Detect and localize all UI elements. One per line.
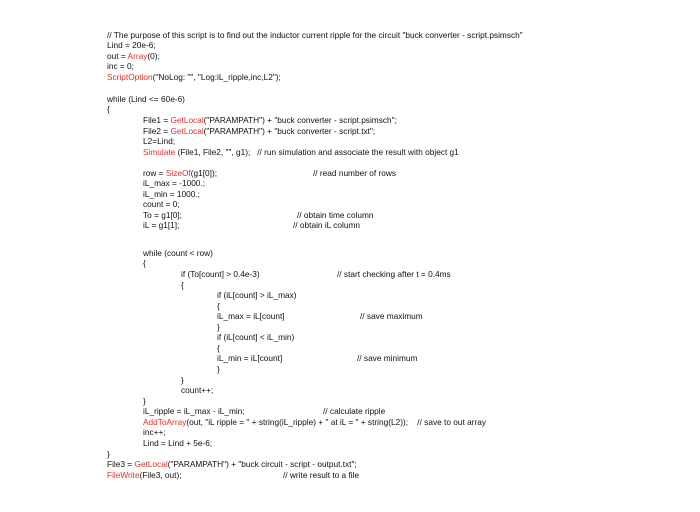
filewrite-comment: // write result to a file [283,470,360,480]
il-assign: iL = g1[1]; [143,220,180,230]
max-comment: // save maximum [360,311,423,321]
function-name: GetLocal [170,126,204,136]
if-close-brace: } [181,375,184,385]
function-name: FileWrite [107,470,140,480]
file2-line: File2 = GetLocal("PARAMPATH") + "buck converter - script.txt"; [143,126,376,136]
if-max-line: if (iL[count] > iL_max) [217,290,297,300]
count-init: count = 0; [143,199,180,209]
ripple-line: iL_ripple = iL_max - iL_min; [143,406,245,416]
ripple-comment: // calculate ripple [323,406,386,416]
inc-init: inc = 0; [107,61,134,71]
outer-close-brace: } [107,449,110,459]
l2-assign: L2=Lind; [143,136,176,146]
min-comment: // save minimum [357,353,418,363]
row-comment: // read number of rows [313,168,397,178]
ilmax-init: iL_max = -1000.; [143,178,206,188]
outer-while-header: while (Lind <= 60e-6) [107,94,185,104]
if-max-open-brace: { [217,301,220,311]
if-time-comment: // start checking after t = 0.4ms [337,269,451,279]
purpose-comment: // The purpose of this script is to find out the inductor current ripple for the circuit "buck converter - script.psimsch" [107,30,523,40]
lind-increment: Lind = Lind + 5e-6; [143,438,213,448]
ilmin-init: iL_min = 1000.; [143,189,200,199]
if-max-close-brace: } [217,322,220,332]
max-assign: iL_max = iL[count] [217,311,285,321]
file3-line: File3 = GetLocal("PARAMPATH") + "buck circuit - script - output.txt"; [107,459,357,469]
inner-close-brace: } [143,396,146,406]
if-time-line: if (To[count] > 0.4e-3) [181,269,260,279]
out-init: out = Array(0); [107,51,160,61]
if-min-close-brace: } [217,364,220,374]
function-name: GetLocal [170,115,204,125]
function-name: ScriptOption [107,72,153,82]
count-increment: count++; [181,385,214,395]
function-name: GetLocal [134,459,168,469]
function-name: Array [127,51,148,61]
filewrite-line: FileWrite(File3, out); [107,470,182,480]
to-comment: // obtain time column [297,210,374,220]
if-min-line: if (iL[count] < iL_min) [217,332,295,342]
if-open-brace: { [181,280,184,290]
inner-while-header: while (count < row) [143,248,213,258]
function-name: Simulate [143,147,176,157]
simulate-line: Simulate (File1, File2, "", g1); // run simulation and associate the result with object g1 [143,147,459,157]
outer-open-brace: { [107,104,110,114]
to-assign: To = g1[0]; [143,210,182,220]
lind-init: Lind = 20e-6; [107,40,156,50]
min-assign: iL_min = iL[count] [217,353,283,363]
function-name: SizeOf [165,168,191,178]
file1-line: File1 = GetLocal("PARAMPATH") + "buck converter - script.psimsch"; [143,115,397,125]
function-name: AddToArray [143,417,187,427]
add-to-array-line: AddToArray(out, "iL ripple = " + string(iL_ripple) + " at iL = " + string(L2)); // save to out array [143,417,486,427]
script-option-line: ScriptOption("NoLog: "", "Log:iL_ripple,inc,L2"); [107,72,281,82]
if-min-open-brace: { [217,343,220,353]
row-line: row = SizeOf(g1[0]); [143,168,218,178]
inner-open-brace: { [143,258,146,268]
il-comment: // obtain iL column [293,220,361,230]
inc-increment: inc++; [143,427,166,437]
